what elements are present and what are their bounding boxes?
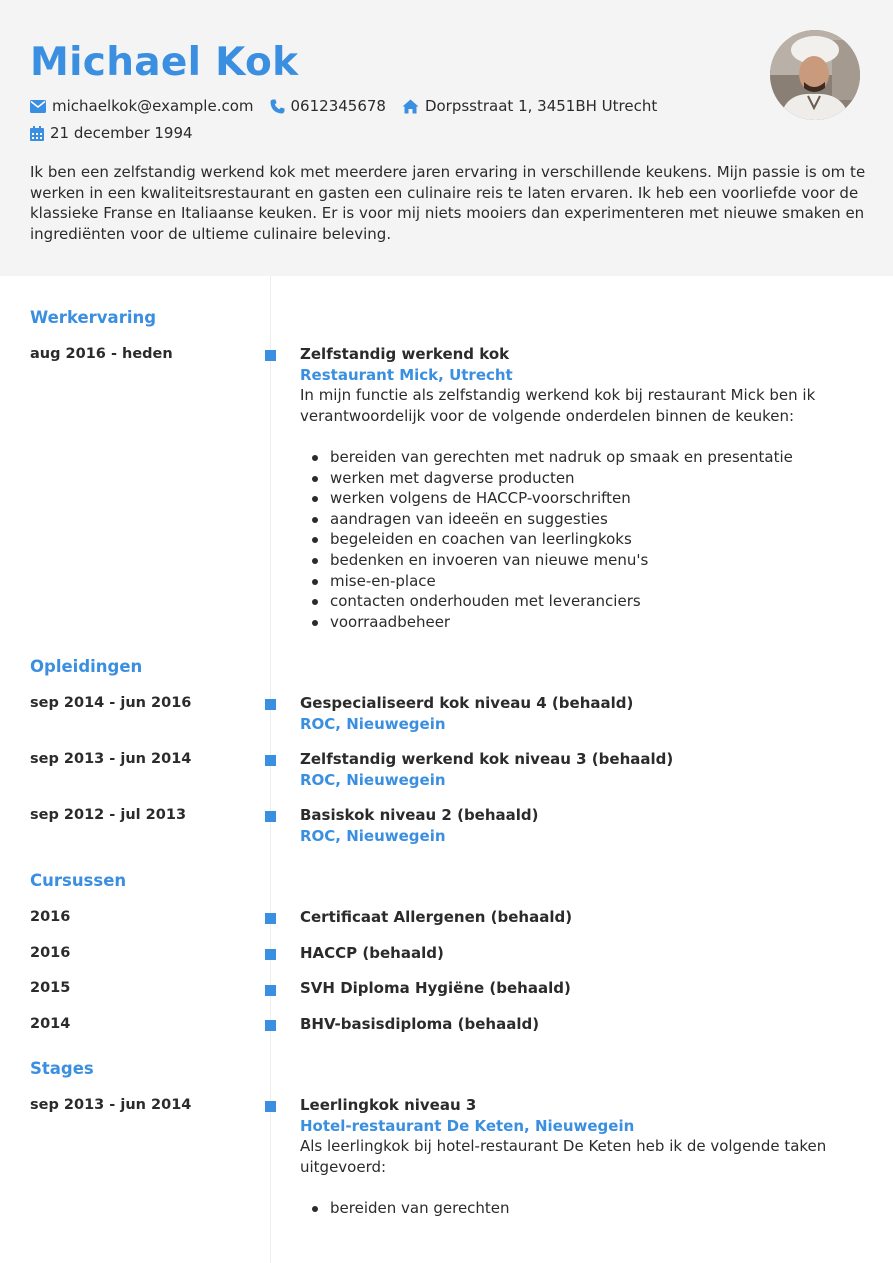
list-item: bedenken en invoeren van nieuwe menu's [300,550,870,571]
contact-row-1 [30,97,673,115]
section-title-stages: Stages [30,1059,94,1078]
entry-employer: Restaurant Mick, Utrecht [300,365,513,384]
internship-date: sep 2013 - jun 2014 [30,1097,192,1113]
profile-photo [770,30,860,120]
entry-description: Als leerlingkok bij hotel-restaurant De Keten heb ik de volgende taken uitgevoerd: [300,1137,827,1176]
section-title-cursussen: Cursussen [30,871,127,890]
course-date: 2015 [30,980,71,996]
entry-title: Basiskok niveau 2 (behaald) [300,806,539,824]
section-title-opleidingen: Opleidingen [30,657,143,676]
entry-title: BHV-basisdiploma (behaald) [300,1015,540,1033]
education-date: sep 2014 - jun 2016 [30,695,192,711]
list-item: contacten onderhouden met leveranciers [300,591,870,612]
entry-school: ROC, Nieuwegein [300,714,446,733]
entry-title: Zelfstandig werkend kok [300,345,510,363]
course-date: 2016 [30,945,71,961]
phone-text: 0612345678 [290,97,386,115]
list-item: begeleiden en coachen van leerlingkoks [300,529,870,550]
timeline-marker [265,913,276,924]
task-list [300,1198,870,1219]
timeline-marker [265,811,276,822]
list-item: mise-en-place [300,571,870,592]
entry-title: Certificaat Allergenen (behaald) [300,908,573,926]
contact-email[interactable] [30,97,254,115]
home-icon [402,99,419,114]
task-list [300,447,870,632]
profile-summary: Ik ben een zelfstandig werkend kok met meerdere jaren ervaring in verschillende keukens. Mijn passie is om te werken in een kwaliteitsrestaurant en gasten een culinaire reis te laten ervaren. Ik heb een voorliefde voor de klassieke Franse en Italiaanse keuken. Er is voor mij niets mooiers dan experimenteren met nieuwe smaken en ingrediënten voor de ultieme culinaire beleving. [30,163,866,243]
list-item: werken volgens de HACCP-voorschriften [300,488,870,509]
contact-phone[interactable] [270,97,386,115]
list-item: voorraadbeheer [300,612,870,633]
course-entry [300,1014,870,1035]
calendar-icon [30,126,44,141]
entry-title: Leerlingkok niveau 3 [300,1096,477,1114]
candidate-name: Michael Kok [30,40,299,85]
contact-row-2 [30,124,209,142]
course-date: 2014 [30,1016,71,1032]
timeline-marker [265,350,276,361]
phone-icon [270,99,285,114]
entry-employer: Hotel-restaurant De Keten, Nieuwegein [300,1116,635,1135]
course-date: 2016 [30,909,71,925]
timeline-marker [265,699,276,710]
contact-address [402,97,657,115]
internship-entry [300,1095,870,1219]
list-item: bereiden van gerechten [300,1198,870,1219]
education-entry [300,805,870,846]
education-entry [300,693,870,734]
education-date: sep 2012 - jul 2013 [30,807,187,823]
list-item: bereiden van gerechten met nadruk op smaak en presentatie [300,447,870,468]
contact-birthdate [30,124,193,142]
timeline-divider [270,276,271,1263]
education-entry [300,749,870,790]
list-item: werken met dagverse producten [300,468,870,489]
timeline-marker [265,1020,276,1031]
header-band [0,0,893,276]
address-text: Dorpsstraat 1, 3451BH Utrecht [424,97,658,115]
entry-school: ROC, Nieuwegein [300,770,446,789]
education-date: sep 2013 - jun 2014 [30,751,192,767]
entry-title: SVH Diploma Hygiëne (behaald) [300,979,571,997]
timeline-marker [265,985,276,996]
werk-date: aug 2016 - heden [30,346,173,362]
course-entry [300,978,870,999]
course-entry [300,943,870,964]
entry-title: Gespecialiseerd kok niveau 4 (behaald) [300,694,634,712]
entry-school: ROC, Nieuwegein [300,826,446,845]
timeline-marker [265,755,276,766]
entry-title: Zelfstandig werkend kok niveau 3 (behaald) [300,750,674,768]
entry-title: HACCP (behaald) [300,944,444,962]
timeline-marker [265,1101,276,1112]
list-item: aandragen van ideeën en suggesties [300,509,870,530]
section-title-werkervaring: Werkervaring [30,308,157,327]
email-text: michaelkok@example.com [52,97,254,115]
envelope-icon [30,100,46,113]
entry-description: In mijn functie als zelfstandig werkend kok bij restaurant Mick ben ik verantwoordelijk voor de volgende onderdelen binnen de keuken: [300,386,816,425]
course-entry [300,907,870,928]
timeline-marker [265,949,276,960]
werk-entry [300,344,870,632]
birthdate-text: 21 december 1994 [50,124,193,142]
